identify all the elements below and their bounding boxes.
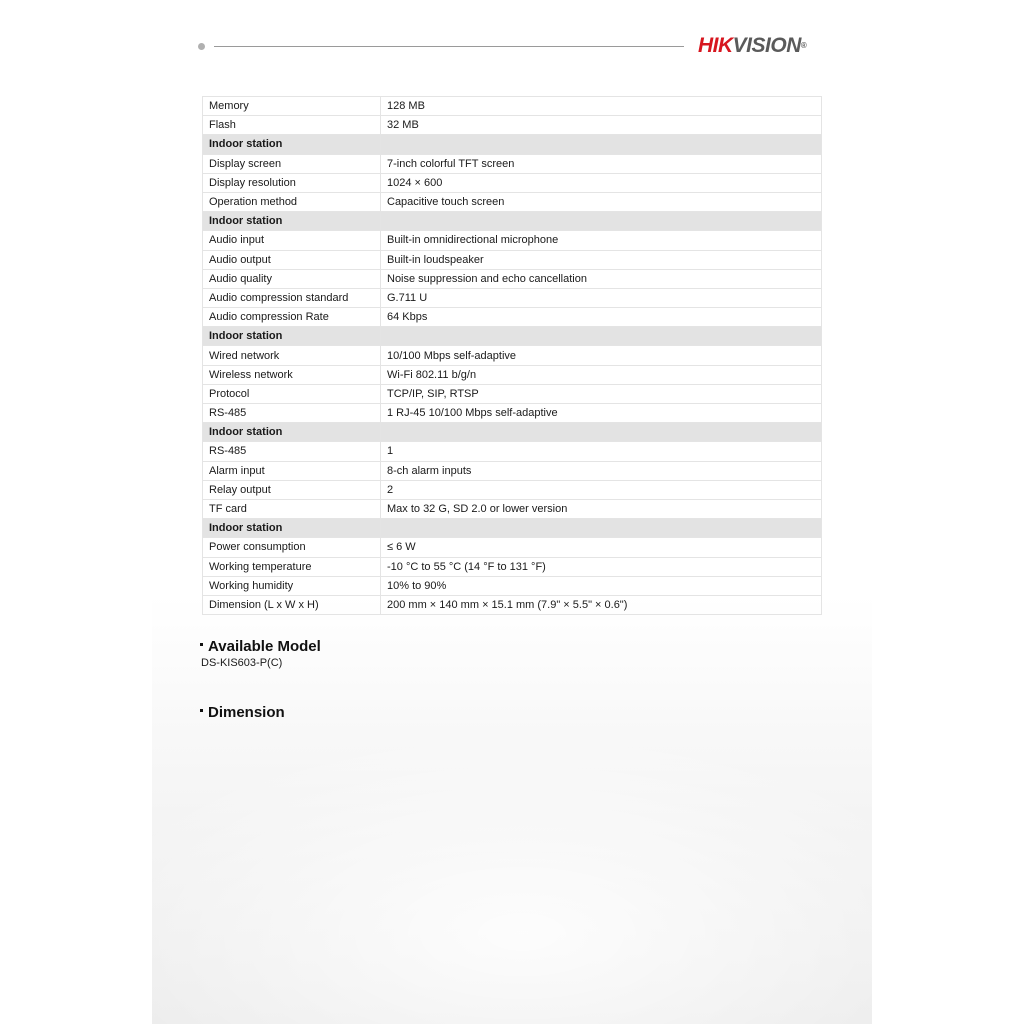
section-title-cell: Indoor station [203, 519, 381, 538]
spec-key-cell: Dimension (L x W x H) [203, 595, 381, 614]
logo-text-gray: VISION [732, 34, 801, 57]
spec-value-cell: 7-inch colorful TFT screen [381, 154, 822, 173]
table-row [203, 538, 822, 557]
available-model-value: DS-KIS603-P(C) [201, 657, 283, 669]
table-row [203, 346, 822, 365]
section-title-cell: Indoor station [203, 327, 381, 346]
spec-key-cell: Wired network [203, 346, 381, 365]
table-row [203, 97, 822, 116]
spec-key-cell: Audio compression standard [203, 288, 381, 307]
spec-key-cell: Operation method [203, 192, 381, 211]
spec-key-cell: Audio input [203, 231, 381, 250]
spec-value-cell: Built-in omnidirectional microphone [381, 231, 822, 250]
table-row [203, 576, 822, 595]
table-row [203, 365, 822, 384]
section-blank-cell [381, 519, 822, 538]
dimension-heading [200, 704, 285, 721]
section-blank-cell [381, 327, 822, 346]
table-row [203, 308, 822, 327]
table-section-row [203, 519, 822, 538]
spec-value-cell: Noise suppression and echo cancellation [381, 269, 822, 288]
spec-value-cell: 64 Kbps [381, 308, 822, 327]
background-gradient [152, 724, 872, 1024]
spec-value-cell: -10 °C to 55 °C (14 °F to 131 °F) [381, 557, 822, 576]
available-model-heading-text: Available Model [208, 638, 321, 655]
table-row [203, 231, 822, 250]
table-row [203, 269, 822, 288]
dimension-heading-text: Dimension [208, 704, 285, 721]
table-row [203, 154, 822, 173]
spec-key-cell: Power consumption [203, 538, 381, 557]
spec-value-cell: 128 MB [381, 97, 822, 116]
section-title-cell: Indoor station [203, 135, 381, 154]
table-section-row [203, 423, 822, 442]
table-row [203, 499, 822, 518]
spec-value-cell: 8-ch alarm inputs [381, 461, 822, 480]
heading-bullet-icon [200, 643, 203, 646]
spec-key-cell: Display screen [203, 154, 381, 173]
spec-value-cell: Built-in loudspeaker [381, 250, 822, 269]
table-section-row [203, 327, 822, 346]
header-rule [214, 46, 684, 47]
spec-value-cell: 1 [381, 442, 822, 461]
header-bullet-dot [198, 43, 205, 50]
table-section-row [203, 135, 822, 154]
spec-key-cell: Working humidity [203, 576, 381, 595]
section-title-cell: Indoor station [203, 212, 381, 231]
table-row [203, 288, 822, 307]
spec-value-cell: 1024 × 600 [381, 173, 822, 192]
specifications-table [202, 96, 822, 615]
spec-key-cell: Display resolution [203, 173, 381, 192]
table-row [203, 557, 822, 576]
spec-key-cell: Wireless network [203, 365, 381, 384]
hikvision-logo [698, 33, 806, 59]
heading-bullet-icon [200, 709, 203, 712]
spec-key-cell: Memory [203, 97, 381, 116]
spec-key-cell: Audio output [203, 250, 381, 269]
spec-value-cell: 10% to 90% [381, 576, 822, 595]
section-title-cell: Indoor station [203, 423, 381, 442]
logo-registered-mark: ® [800, 41, 807, 50]
spec-value-cell: 2 [381, 480, 822, 499]
available-model-heading [200, 638, 321, 655]
table-row [203, 461, 822, 480]
table-section-row [203, 212, 822, 231]
spec-value-cell: Wi-Fi 802.11 b/g/n [381, 365, 822, 384]
spec-value-cell: Max to 32 G, SD 2.0 or lower version [381, 499, 822, 518]
spec-key-cell: Audio compression Rate [203, 308, 381, 327]
table-row [203, 384, 822, 403]
specifications-table-body [203, 97, 822, 615]
spec-key-cell: Audio quality [203, 269, 381, 288]
spec-value-cell: 32 MB [381, 116, 822, 135]
table-row [203, 595, 822, 614]
spec-key-cell: RS-485 [203, 442, 381, 461]
section-blank-cell [381, 212, 822, 231]
spec-key-cell: Alarm input [203, 461, 381, 480]
spec-value-cell: 1 RJ-45 10/100 Mbps self-adaptive [381, 404, 822, 423]
logo-text-red: HIK [698, 34, 733, 57]
spec-key-cell: Protocol [203, 384, 381, 403]
spec-value-cell: TCP/IP, SIP, RTSP [381, 384, 822, 403]
spec-key-cell: Working temperature [203, 557, 381, 576]
spec-sheet-page [152, 0, 872, 1024]
table-row [203, 173, 822, 192]
page-header [152, 0, 872, 90]
spec-value-cell: 200 mm × 140 mm × 15.1 mm (7.9" × 5.5" × 0.6") [381, 595, 822, 614]
spec-key-cell: RS-485 [203, 404, 381, 423]
section-blank-cell [381, 423, 822, 442]
spec-value-cell: G.711 U [381, 288, 822, 307]
section-blank-cell [381, 135, 822, 154]
table-row [203, 480, 822, 499]
spec-key-cell: Flash [203, 116, 381, 135]
spec-key-cell: TF card [203, 499, 381, 518]
spec-value-cell: ≤ 6 W [381, 538, 822, 557]
table-row [203, 442, 822, 461]
table-row [203, 116, 822, 135]
spec-value-cell: 10/100 Mbps self-adaptive [381, 346, 822, 365]
spec-value-cell: Capacitive touch screen [381, 192, 822, 211]
table-row [203, 404, 822, 423]
table-row [203, 192, 822, 211]
table-row [203, 250, 822, 269]
spec-key-cell: Relay output [203, 480, 381, 499]
